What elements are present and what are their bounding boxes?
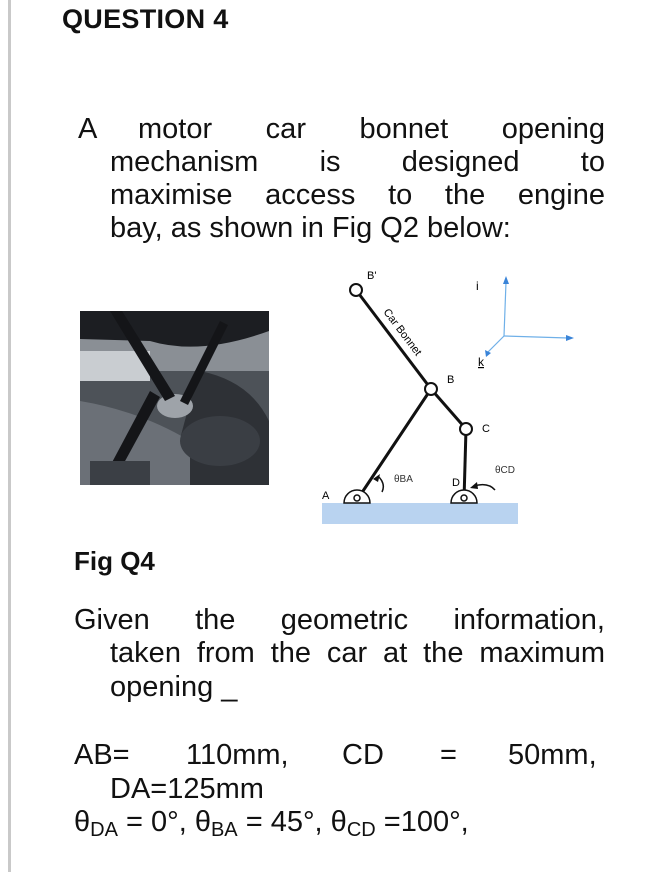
label-k: k — [478, 355, 484, 369]
joint-b — [425, 383, 437, 395]
label-b: B — [447, 374, 455, 386]
intro-line-1: motor car bonnet opening — [138, 113, 605, 145]
given-line-2: taken from the car at the maximum — [110, 637, 605, 669]
given-line-3: opening _ — [110, 671, 238, 703]
joint-b-prime — [350, 284, 362, 296]
ba-subscript: BA — [210, 819, 238, 841]
angles-line — [74, 806, 469, 842]
bonnet-link — [356, 290, 431, 389]
joint-c — [460, 423, 472, 435]
page-left-border — [8, 0, 11, 872]
cd-value: 50mm, — [508, 739, 597, 771]
bonnet-photo — [80, 311, 269, 485]
axis-j — [504, 282, 506, 336]
ba-angle: = 45°, θ — [237, 806, 347, 838]
da-length: DA=125mm — [110, 773, 264, 805]
ab-label: AB= — [74, 739, 130, 771]
intro-line-2: mechanism is designed to — [110, 146, 605, 178]
ab-value: 110mm, — [186, 739, 289, 771]
mechanism-diagram — [310, 262, 600, 542]
given-line-1: Given the geometric information, — [74, 604, 605, 636]
intro-line-4: bay, as shown in Fig Q2 below: — [110, 212, 511, 244]
cd-subscript: CD — [346, 819, 376, 841]
question-heading: QUESTION 4 — [62, 4, 229, 34]
axis-i — [504, 336, 568, 338]
intro-line-3: maximise access to the engine — [110, 179, 605, 211]
intro-letter: A — [78, 113, 98, 145]
link-bc — [431, 389, 466, 429]
axis-k — [488, 336, 504, 352]
label-car-bonnet: Car Bonnet — [380, 306, 424, 359]
cd-equals: = — [440, 739, 457, 771]
theta-symbol: θ — [74, 806, 91, 838]
cd-label: CD — [342, 739, 384, 771]
figure-caption: Fig Q4 — [74, 546, 155, 576]
label-c: C — [482, 423, 490, 435]
label-theta-cd: θCD — [495, 465, 516, 476]
cd-angle: =100°, — [375, 806, 469, 838]
da-subscript: DA — [90, 819, 118, 841]
label-a: A — [322, 490, 330, 502]
label-b-prime: B' — [367, 270, 377, 282]
ground-block — [322, 503, 518, 524]
label-d: D — [452, 477, 460, 489]
label-theta-ba: θBA — [394, 474, 413, 485]
da-angle: = 0°, θ — [117, 806, 211, 838]
label-i: i — [476, 279, 479, 293]
